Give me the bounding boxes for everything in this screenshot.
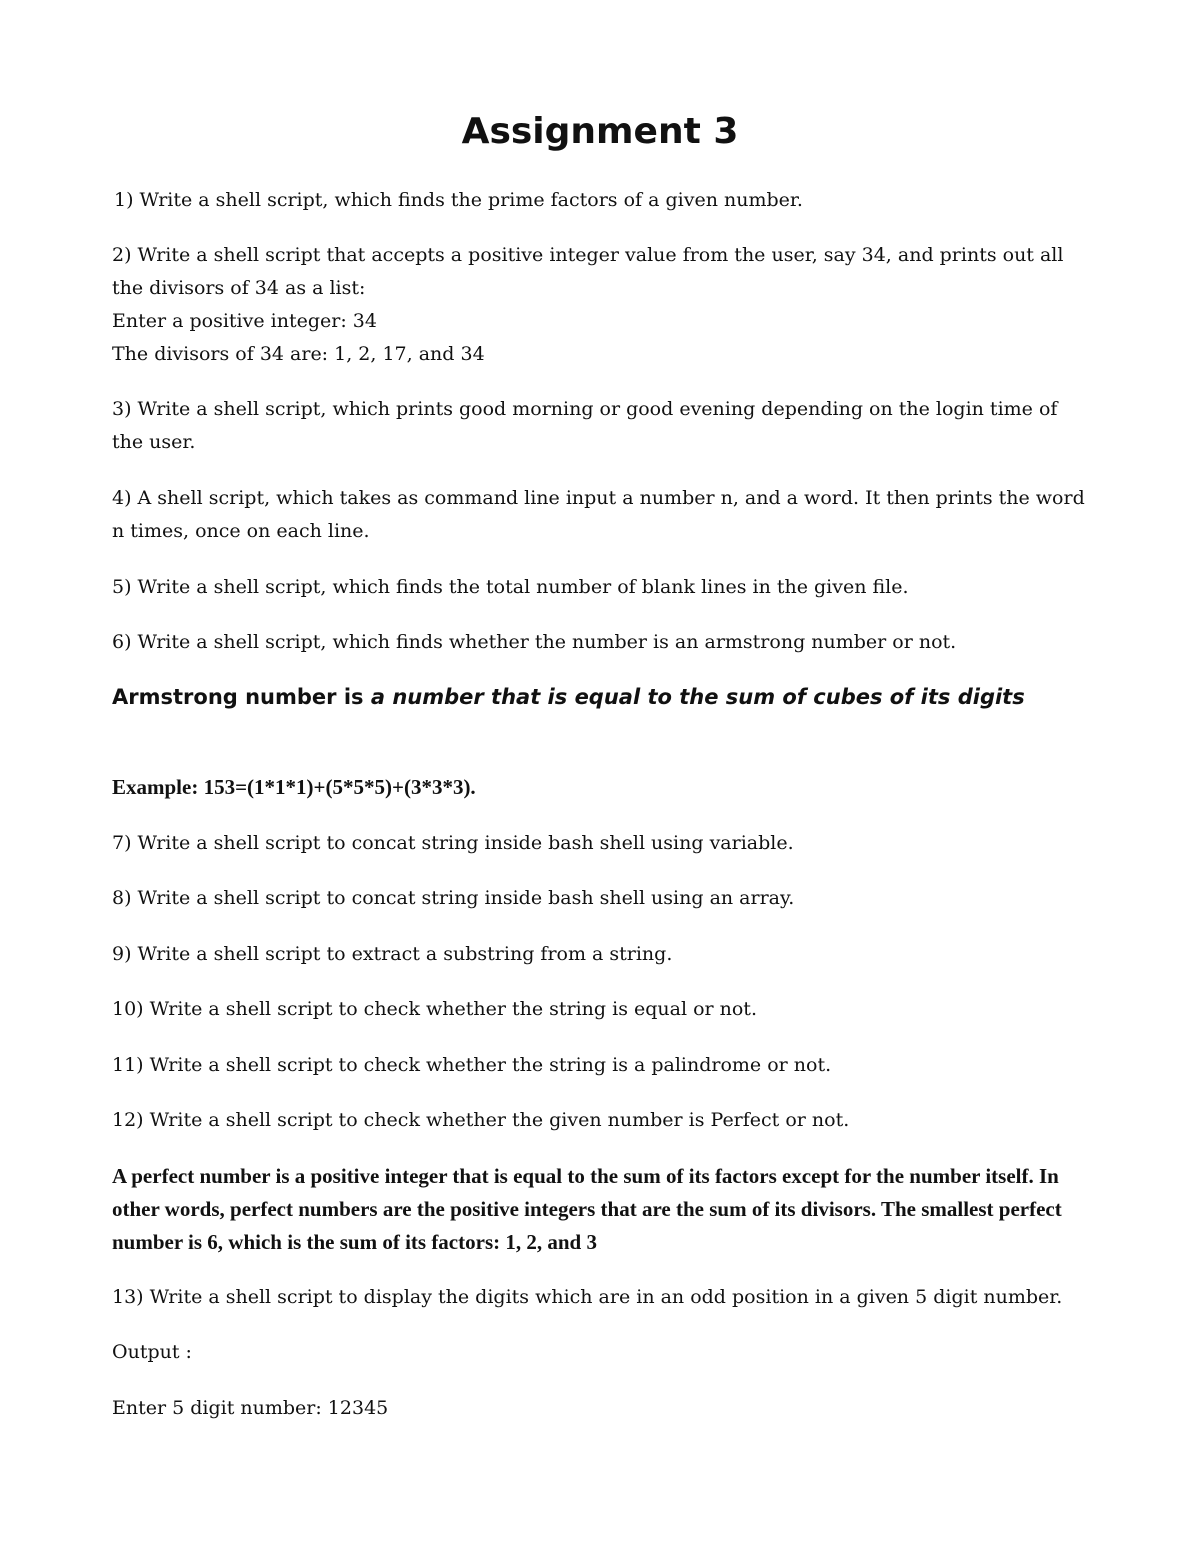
- question-9: 9) Write a shell script to extract a substring from a string.: [112, 943, 673, 965]
- armstrong-example: Example: 153=(1*1*1)+(5*5*5)+(3*3*3).: [112, 775, 476, 799]
- question-5: 5) Write a shell script, which finds the total number of blank lines in the given file.: [112, 576, 909, 598]
- perfect-number-definition: A perfect number is a positive integer that is equal to the sum of its factors except for the number itself. In other words, perfect numbers are the positive integers that are the sum of its divisors. The smallest perfect number is 6, which is the sum of its factors: 1, 2, and 3: [112, 1164, 1062, 1254]
- question-8: 8) Write a shell script to concat string inside bash shell using an array.: [112, 887, 795, 909]
- armstrong-prefix: Armstrong number is: [112, 685, 371, 709]
- question-12: 12) Write a shell script to check whether the given number is Perfect or not.: [112, 1109, 850, 1131]
- question-10: 10) Write a shell script to check whether the string is equal or not.: [112, 998, 757, 1020]
- question-2: 2) Write a shell script that accepts a positive integer value from the user, say 34, and prints out all the divisors of 34 as a list:: [112, 244, 1064, 299]
- question-11: 11) Write a shell script to check whether the string is a palindrome or not.: [112, 1054, 832, 1076]
- output-label: Output :: [112, 1341, 192, 1363]
- document-title: Assignment 3: [461, 111, 739, 152]
- question-3: 3) Write a shell script, which prints good morning or good evening depending on the login time of the user.: [112, 398, 1058, 453]
- question-13: 13) Write a shell script to display the digits which are in an odd position in a given 5 digit number.: [112, 1286, 1063, 1308]
- question-4: 4) A shell script, which takes as command line input a number n, and a word. It then prints the word n times, once on each line.: [112, 487, 1085, 542]
- question-6: 6) Write a shell script, which finds whether the number is an armstrong number or not.: [112, 631, 957, 653]
- question-2-sample-input: Enter a positive integer: 34: [112, 310, 377, 332]
- question-2-sample-output: The divisors of 34 are: 1, 2, 17, and 34: [112, 343, 485, 365]
- question-1: 1) Write a shell script, which finds the prime factors of a given number.: [114, 189, 803, 211]
- question-7: 7) Write a shell script to concat string inside bash shell using variable.: [112, 832, 794, 854]
- armstrong-definition-text: a number that is equal to the sum of cubes of its digits: [370, 685, 1025, 709]
- armstrong-definition: [112, 681, 1087, 714]
- output-sample-line: Enter 5 digit number: 12345: [112, 1397, 389, 1419]
